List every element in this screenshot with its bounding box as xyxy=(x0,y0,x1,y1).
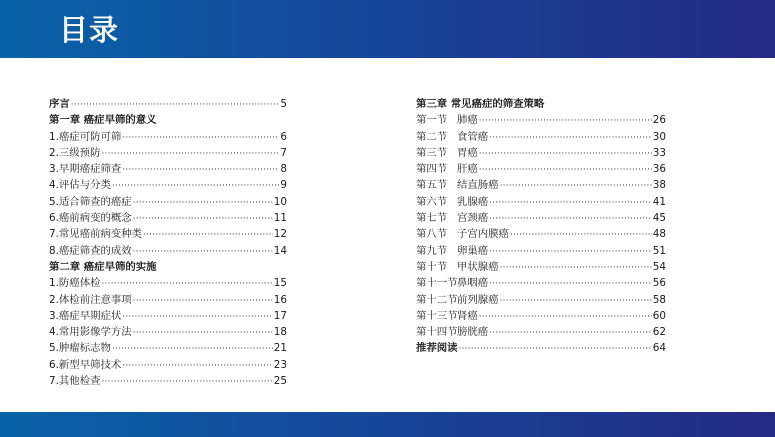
toc-page-number: 58 xyxy=(652,293,666,306)
toc-page-number: 38 xyxy=(652,179,666,192)
toc-page-number: 41 xyxy=(652,195,666,208)
toc-entry-title: 3.早期癌症筛查 xyxy=(49,163,122,176)
toc-page-number: 23 xyxy=(273,358,287,371)
toc-chapter-heading xyxy=(416,96,666,112)
toc-page-number: 7 xyxy=(280,146,287,159)
toc-leader-dots xyxy=(479,146,652,162)
toc-entry-title: 肾癌 xyxy=(457,309,478,322)
toc-leader-dots xyxy=(122,162,279,178)
toc-entry-title: 肺癌 xyxy=(457,114,478,127)
toc-section-number: 第四节 xyxy=(416,163,448,176)
toc-entry[interactable] xyxy=(49,177,287,193)
toc-leader-dots xyxy=(122,309,273,325)
toc-entry-title: 4.常用影像学方法 xyxy=(49,326,132,339)
toc-section-number: 第八节 xyxy=(416,228,448,241)
toc-page-number: 14 xyxy=(273,244,287,257)
toc-page-number: 48 xyxy=(652,228,666,241)
toc-leader-dots xyxy=(133,325,273,341)
toc-entry[interactable] xyxy=(416,194,666,210)
toc-leader-dots xyxy=(133,244,273,260)
toc-section-number: 第十四节 xyxy=(416,326,458,339)
toc-entry[interactable] xyxy=(416,292,666,308)
toc-entry[interactable] xyxy=(49,357,287,373)
toc-entry[interactable] xyxy=(416,243,666,259)
toc-entry[interactable] xyxy=(416,161,666,177)
toc-page-number: 33 xyxy=(652,146,666,159)
toc-section-number: 第七节 xyxy=(416,212,448,225)
toc-chapter-heading xyxy=(49,112,287,128)
toc-page-number: 12 xyxy=(273,228,287,241)
toc-section-number: 第二节 xyxy=(416,130,448,143)
toc-entry[interactable] xyxy=(49,308,287,324)
toc-leader-dots xyxy=(510,227,652,243)
toc-entry-title: 4.评估与分类 xyxy=(49,179,111,192)
toc-entry-title: 2.三级预防 xyxy=(49,146,101,159)
toc-entry-title: 第三章 常见癌症的筛查策略 xyxy=(416,98,545,110)
toc-page-number: 5 xyxy=(280,98,287,110)
toc-entry[interactable] xyxy=(49,210,287,226)
toc-entry[interactable] xyxy=(416,129,666,145)
toc-leader-dots xyxy=(489,276,652,292)
toc-entry[interactable] xyxy=(416,226,666,242)
toc-entry-title: 1.防癌体检 xyxy=(49,277,101,290)
toc-leader-dots xyxy=(101,146,279,162)
toc-entry[interactable] xyxy=(49,373,287,389)
toc-entry[interactable] xyxy=(49,161,287,177)
toc-leader-dots xyxy=(500,293,652,309)
toc-entry[interactable] xyxy=(49,194,287,210)
toc-leader-dots xyxy=(489,195,652,211)
toc-entry-title: 序言 xyxy=(49,98,70,110)
toc-entry-title: 食管癌 xyxy=(457,130,489,143)
toc-entry[interactable] xyxy=(49,275,287,291)
toc-entry[interactable] xyxy=(49,292,287,308)
toc-entry[interactable] xyxy=(416,308,666,324)
toc-leader-dots xyxy=(479,113,652,129)
toc-entry-title: 结直肠癌 xyxy=(457,179,499,192)
toc-page-number: 62 xyxy=(652,326,666,339)
toc-entry[interactable] xyxy=(416,177,666,193)
toc-entry-title: 8.癌症筛查的成效 xyxy=(49,244,132,257)
toc-page-number: 54 xyxy=(652,260,666,273)
toc-page-number: 15 xyxy=(273,277,287,290)
toc-entry-title: 鼻咽癌 xyxy=(457,277,489,290)
toc-page-number: 60 xyxy=(652,309,666,322)
toc-leader-dots xyxy=(101,276,272,292)
toc-entry[interactable] xyxy=(416,259,666,275)
toc-entry[interactable] xyxy=(49,145,287,161)
toc-entry-title: 子宫内膜癌 xyxy=(457,228,509,241)
toc-section-number: 第十二节 xyxy=(416,293,458,306)
toc-section-number: 第九节 xyxy=(416,244,448,257)
toc-page-number: 45 xyxy=(652,212,666,225)
toc-page-number: 64 xyxy=(652,342,666,355)
toc-page-number: 36 xyxy=(652,163,666,176)
toc-entry[interactable] xyxy=(49,324,287,340)
toc-page-number: 30 xyxy=(652,130,666,143)
toc-entry[interactable] xyxy=(416,112,666,128)
toc-section-number: 第三节 xyxy=(416,146,448,159)
toc-section-number: 第一节 xyxy=(416,114,448,127)
toc-page-number: 9 xyxy=(280,179,287,192)
toc-section-number: 第十三节 xyxy=(416,309,458,322)
toc-entry[interactable] xyxy=(49,96,287,112)
toc-section-number: 第十一节 xyxy=(416,277,458,290)
toc-left-column xyxy=(49,96,287,389)
toc-leader-dots xyxy=(143,227,273,243)
toc-page-number: 56 xyxy=(652,277,666,290)
toc-right-column xyxy=(416,96,666,357)
toc-leader-dots xyxy=(489,325,652,341)
toc-entry-title: 7.其他检查 xyxy=(49,375,101,388)
toc-section-number: 第十节 xyxy=(416,260,448,273)
toc-entry[interactable] xyxy=(416,145,666,161)
toc-entry-title: 6.癌前病变的概念 xyxy=(49,212,132,225)
toc-leader-dots xyxy=(500,178,652,194)
page-title: 目录 xyxy=(59,13,120,47)
toc-section-number: 第六节 xyxy=(416,195,448,208)
toc-entry-title: 7.常见癌前病变种类 xyxy=(49,228,143,241)
toc-entry[interactable] xyxy=(416,275,666,291)
toc-page-number: 18 xyxy=(273,326,287,339)
toc-leader-dots xyxy=(133,195,273,211)
toc-leader-dots xyxy=(112,178,280,194)
toc-leader-dots xyxy=(489,130,652,146)
toc-page-number: 21 xyxy=(273,342,287,355)
toc-page-number: 26 xyxy=(652,114,666,127)
toc-section-number: 第五节 xyxy=(416,179,448,192)
toc-leader-dots xyxy=(133,293,273,309)
toc-leader-dots xyxy=(500,260,652,276)
toc-leader-dots xyxy=(71,97,280,113)
toc-leader-dots xyxy=(459,341,652,357)
toc-entry-title: 前列腺癌 xyxy=(457,293,499,306)
toc-entry-title: 第二章 癌症早筛的实施 xyxy=(49,260,157,273)
toc-leader-dots xyxy=(479,309,652,325)
toc-page-number: 10 xyxy=(273,195,287,208)
toc-entry-title: 肝癌 xyxy=(457,163,478,176)
toc-entry-title: 第一章 癌症早筛的意义 xyxy=(49,114,157,127)
toc-leader-dots xyxy=(112,341,273,357)
toc-entry[interactable] xyxy=(49,243,287,259)
toc-leader-dots xyxy=(122,358,273,374)
toc-entry-title: 5.适合筛查的癌症 xyxy=(49,195,132,208)
toc-entry-title: 6.新型早筛技术 xyxy=(49,358,122,371)
toc-entry[interactable] xyxy=(49,226,287,242)
toc-page-number: 11 xyxy=(273,212,287,225)
toc-entry-title: 3.癌症早期症状 xyxy=(49,309,122,322)
toc-entry-title: 2.体检前注意事项 xyxy=(49,293,132,306)
toc-entry[interactable] xyxy=(416,340,666,356)
toc-page-number: 6 xyxy=(280,130,287,143)
toc-entry[interactable] xyxy=(416,324,666,340)
toc-leader-dots xyxy=(489,211,652,227)
toc-page-number: 51 xyxy=(652,244,666,257)
toc-chapter-heading xyxy=(49,259,287,275)
toc-entry-title: 乳腺癌 xyxy=(457,195,489,208)
toc-leader-dots xyxy=(133,211,273,227)
toc-entry[interactable] xyxy=(416,210,666,226)
footer-banner xyxy=(0,412,775,437)
toc-page-number: 16 xyxy=(273,293,287,306)
toc-entry-title: 1.癌症可防可筛 xyxy=(49,130,122,143)
header-banner xyxy=(0,0,775,58)
toc-page-number: 8 xyxy=(280,163,287,176)
toc-entry-title: 推荐阅读 xyxy=(416,342,458,355)
toc-leader-dots xyxy=(479,162,652,178)
toc-entry[interactable] xyxy=(49,129,287,145)
toc-entry[interactable] xyxy=(49,340,287,356)
toc-page-number: 17 xyxy=(273,309,287,322)
toc-leader-dots xyxy=(489,244,652,260)
toc-page-number: 25 xyxy=(273,375,287,388)
toc-leader-dots xyxy=(122,130,279,146)
toc-entry-title: 宫颈癌 xyxy=(457,212,489,225)
toc-entry-title: 卵巢癌 xyxy=(457,244,489,257)
toc-leader-dots xyxy=(101,374,272,390)
toc-entry-title: 5.肿瘤标志物 xyxy=(49,342,111,355)
toc-entry-title: 膀胱癌 xyxy=(457,326,489,339)
toc-entry-title: 胃癌 xyxy=(457,146,478,159)
toc-entry-title: 甲状腺癌 xyxy=(457,260,499,273)
